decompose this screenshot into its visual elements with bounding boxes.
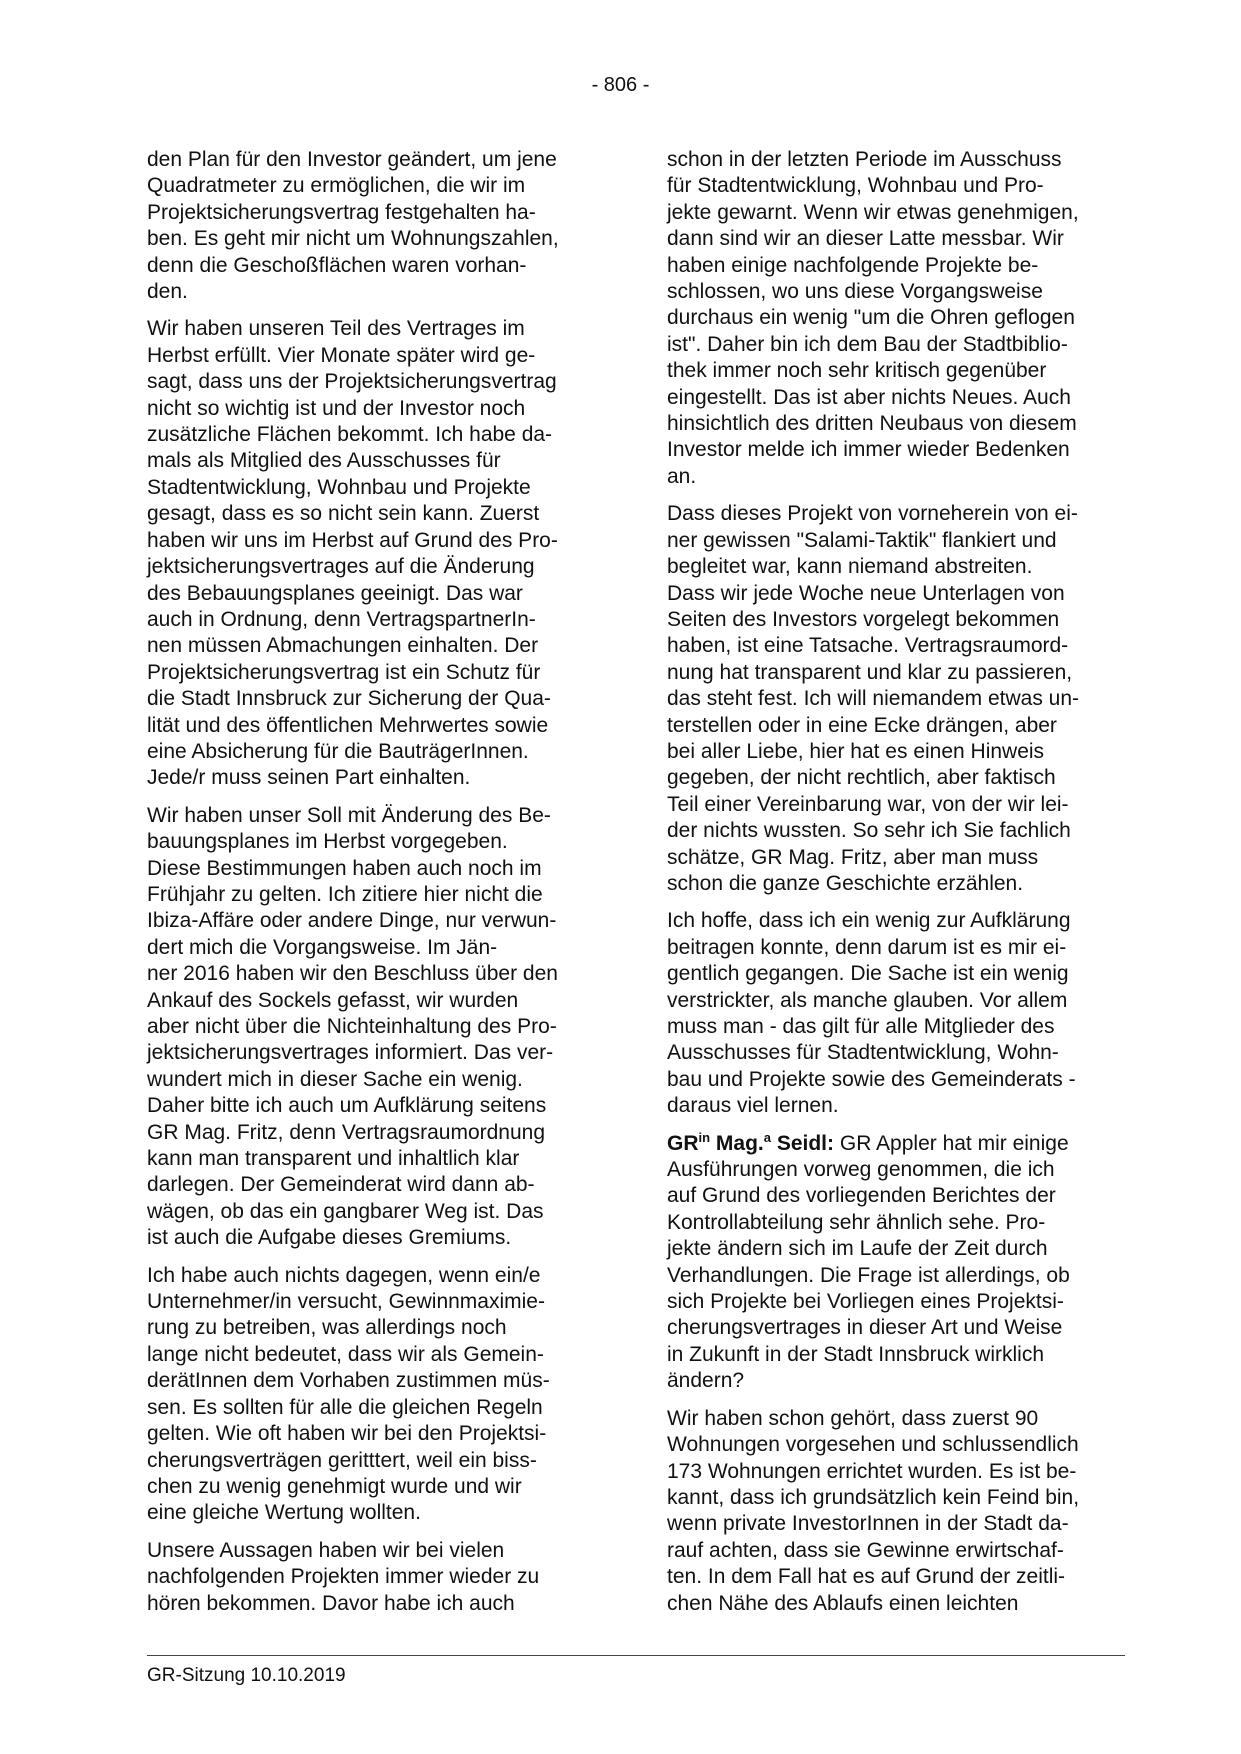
paragraph-line: sen. Es sollten für alle die gleichen Regeln (147, 1395, 543, 1419)
paragraph-line: aber nicht über die Nichteinhaltung des Pro- (147, 1015, 557, 1038)
paragraph-line: zusätzliche Flächen bekommt. Ich habe da- (147, 423, 553, 447)
paragraph-line: Unsere Aussagen haben wir bei vielen (147, 1538, 505, 1562)
paragraph-line: sagt, dass uns der Projektsicherungsvertrag (147, 370, 557, 394)
paragraph-line: bei aller Liebe, hier hat es einen Hinweis (667, 739, 1045, 763)
paragraph-line: jekte ändern sich im Laufe der Zeit durch (667, 1237, 1048, 1261)
paragraph-line: gelten. Wie oft haben wir bei den Projektsi- (147, 1422, 547, 1446)
paragraph-line: chen zu wenig genehmigt wurde und wir (147, 1474, 522, 1498)
paragraph-line: nicht so wichtig ist und der Investor noch (147, 396, 526, 420)
paragraph-line: GR Mag. Fritz, denn Vertragsraumordnung (147, 1120, 546, 1144)
paragraph-line: Quadratmeter zu ermöglichen, die wir im (147, 174, 526, 198)
paragraph-line: Dass dieses Projekt von vorneherein von ei- (667, 502, 1078, 526)
paragraph-line: ändern? (667, 1369, 745, 1393)
paragraph-line: jektsicherungsvertrages auf die Änderung (147, 555, 535, 579)
paragraph-line: Kontrollabteilung sehr ähnlich sehe. Pro- (667, 1210, 1046, 1234)
paragraph-line: Projektsicherungsvertrag festgehalten ha- (147, 200, 536, 224)
paragraph-line: ben. Es geht mir nicht um Wohnungszahlen, (147, 227, 559, 251)
paragraph-line: Herbst erfüllt. Vier Monate später wird ge- (147, 343, 536, 367)
paragraph-line: auch in Ordnung, denn VertragspartnerIn- (147, 607, 536, 631)
paragraph-line: schätze, GR Mag. Fritz, aber man muss (667, 845, 1039, 869)
paragraph-line: schlossen, wo uns diese Vorgangsweise (667, 280, 1043, 304)
paragraph-line: eingestellt. Das ist aber nichts Neues. Auch (667, 385, 1071, 409)
paragraph-line: der nichts wussten. So sehr ich Sie fachlich (667, 819, 1071, 843)
paragraph-line: Ausführungen vorweg genommen, die ich (667, 1158, 1055, 1182)
paragraph-line: ten. In dem Fall hat es auf Grund der zeitli- (667, 1565, 1066, 1589)
paragraph-line: Dass wir jede Woche neue Unterlagen von (667, 581, 1065, 605)
paragraph (147, 1263, 605, 1527)
paragraph-line: in Zukunft in der Stadt Innsbruck wirklich (667, 1342, 1044, 1366)
paragraph-line: Verhandlungen. Die Frage ist allerdings, ob (667, 1263, 1070, 1287)
paragraph-line (667, 1131, 1125, 1157)
speech-first-line: GR Appler hat mir einige (839, 1131, 1069, 1155)
paragraph-line: lität und des öffentlichen Mehrwertes sowie (147, 713, 549, 737)
paragraph-line: Frühjahr zu gelten. Ich zitiere hier nicht die (147, 882, 543, 906)
paragraph-line: bauungsplanes im Herbst vorgegeben. (147, 830, 508, 854)
paragraph-line: Unternehmer/in versucht, Gewinnmaximie- (147, 1290, 545, 1314)
paragraph-line: sich Projekte bei Vorliegen eines Projektsi- (667, 1290, 1064, 1314)
speaker-title: Mag. (715, 1131, 764, 1155)
paragraph-line: gentlich gegangen. Die Sache ist ein wenig (667, 962, 1069, 986)
paragraph-line: Wir haben unser Soll mit Änderung des Be- (147, 803, 551, 827)
paragraph-line: cherungsvertrages in dieser Art und Weise (667, 1316, 1063, 1340)
paragraph-line: denn die Geschoßflächen waren vorhan- (147, 253, 527, 277)
speaker-prefix-sup: in (698, 1129, 711, 1145)
paragraph-line: auf Grund des vorliegenden Berichtes der (667, 1184, 1056, 1208)
paragraph-line: kann man transparent und inhaltlich klar (147, 1147, 520, 1171)
paragraph-line: das steht fest. Ich will niemandem etwas un- (667, 687, 1080, 711)
paragraph-line: dann sind wir an dieser Latte messbar. Wir (667, 227, 1064, 251)
page-number: - 806 - (591, 74, 650, 96)
speaker-title-sup: a (763, 1129, 771, 1145)
paragraph-line: Ausschusses für Stadtentwicklung, Wohn- (667, 1041, 1059, 1065)
paragraph-line: an. (667, 464, 697, 488)
paragraph-line: des Bebauungsplanes geeinigt. Das war (147, 581, 523, 605)
paragraph-line: nachfolgenden Projekten immer wieder zu (147, 1565, 540, 1589)
paragraph-line: Projektsicherungsvertrag ist ein Schutz für (147, 660, 541, 684)
paragraph-line: haben wir uns im Herbst auf Grund des Pro- (147, 528, 558, 552)
paragraph-line: chen Nähe des Ablaufs einen leichten (667, 1591, 1019, 1615)
paragraph-line: nung hat transparent und klar zu passieren, (667, 660, 1073, 684)
paragraph-line: den. (147, 280, 188, 304)
paragraph-line: daraus viel lernen. (667, 1094, 839, 1118)
paragraph-line: durchaus ein wenig "um die Ohren geflogen (667, 306, 1075, 330)
paragraph-line: Ibiza-Affäre oder andere Dinge, nur verwun- (147, 909, 557, 933)
paragraph-line: die Stadt Innsbruck zur Sicherung der Qua- (147, 687, 551, 711)
paragraph (667, 908, 1125, 1119)
paragraph-line: rung zu betreiben, was allerdings noch (147, 1316, 507, 1340)
paragraph (147, 1538, 605, 1617)
paragraph-line: Wir haben schon gehört, dass zuerst 90 (667, 1406, 1039, 1430)
paragraph-line: rauf achten, dass sie Gewinne erwirtschaf- (667, 1538, 1064, 1562)
paragraph-line: mals als Mitglied des Ausschusses für (147, 449, 501, 473)
paragraph (667, 501, 1125, 897)
speaker-surname: Seidl: (776, 1131, 835, 1155)
paragraph-line: jekte gewarnt. Wenn wir etwas genehmigen, (667, 200, 1079, 224)
paragraph-line: haben, ist eine Tatsache. Vertragsraumord- (667, 634, 1069, 658)
paragraph-line: eine gleiche Wertung wollten. (147, 1501, 421, 1525)
paragraph-line: dert mich die Vorgangsweise. Im Jän- (147, 935, 498, 959)
paragraph (667, 1406, 1125, 1617)
paragraph-line: Seiten des Investors vorgelegt bekommen (667, 607, 1060, 631)
paragraph (147, 803, 605, 1252)
paragraph-line: terstellen oder in eine Ecke drängen, aber (667, 713, 1057, 737)
paragraph-line: nen müssen Abmachungen einhalten. Der (147, 634, 539, 658)
paragraph-line: Diese Bestimmungen haben auch noch im (147, 856, 542, 880)
paragraph-line: haben einige nachfolgende Projekte be- (667, 253, 1039, 277)
paragraph-line: verstrickter, als manche glauben. Vor allem (667, 988, 1068, 1012)
paragraph-line: gegeben, der nicht rechtlich, aber faktisch (667, 766, 1056, 790)
paragraph-line: für Stadtentwicklung, Wohnbau und Pro- (667, 174, 1044, 198)
paragraph-line: derätInnen dem Vorhaben zustimmen müs- (147, 1369, 550, 1393)
paragraph-line: Jede/r muss seinen Part einhalten. (147, 766, 471, 790)
paragraph-line: wägen, ob das ein gangbarer Weg ist. Das (147, 1199, 544, 1223)
speaker-prefix: GR (667, 1131, 699, 1155)
paragraph-line: Stadtentwicklung, Wohnbau und Projekte (147, 475, 531, 499)
paragraph-line: ner gewissen "Salami-Taktik" flankiert und (667, 528, 1057, 552)
paragraph-line: ist auch die Aufgabe dieses Gremiums. (147, 1226, 512, 1250)
right-column-paragraphs (667, 147, 1125, 1120)
speaker-paragraph (667, 1131, 1125, 1395)
paragraph-line: Wohnungen vorgesehen und schlussendlich (667, 1433, 1079, 1457)
paragraph-line: bau und Projekte sowie des Gemeinderats - (667, 1067, 1076, 1091)
paragraph-line: darlegen. Der Gemeinderat wird dann ab- (147, 1173, 535, 1197)
paragraph-line: Wir haben unseren Teil des Vertrages im (147, 317, 525, 341)
paragraph-line: Investor melde ich immer wieder Bedenken (667, 438, 1070, 462)
paragraph-line: wundert mich in dieser Sache ein wenig. (147, 1067, 523, 1091)
left-column (147, 147, 605, 1628)
footer-divider (147, 1655, 1125, 1656)
paragraph-line: begleitet war, kann niemand abstreiten. (667, 555, 1033, 579)
paragraph (147, 147, 605, 305)
paragraph-line: Daher bitte ich auch um Aufklärung seitens (147, 1094, 547, 1118)
paragraph-line: schon die ganze Geschichte erzählen. (667, 871, 1024, 895)
paragraph-line: wenn private InvestorInnen in der Stadt da- (667, 1512, 1069, 1536)
paragraph-line: muss man - das gilt für alle Mitglieder des (667, 1015, 1055, 1038)
paragraph-line: hinsichtlich des dritten Neubaus von diesem (667, 412, 1077, 436)
paragraph-line: 173 Wohnungen errichtet wurden. Es ist be- (667, 1459, 1077, 1483)
paragraph-line: hören bekommen. Davor habe ich auch (147, 1591, 515, 1615)
speaker-name (667, 1129, 835, 1155)
speech-rest-paragraphs (667, 1406, 1125, 1617)
paragraph-line: jektsicherungsvertrages informiert. Das ver- (147, 1041, 554, 1065)
right-column (667, 147, 1125, 1628)
paragraph-line: Ich hoffe, dass ich ein wenig zur Aufklärung (667, 909, 1071, 933)
paragraph-line: thek immer noch sehr kritisch gegenüber (667, 359, 1047, 383)
paragraph-line: schon in der letzten Periode im Ausschuss (667, 148, 1062, 171)
footer-session-label: GR-Sitzung 10.10.2019 (147, 1665, 346, 1686)
paragraph-line: ner 2016 haben wir den Beschluss über den (147, 962, 558, 986)
paragraph-line: beitragen konnte, denn darum ist es mir ei- (667, 935, 1067, 959)
paragraph-line: Ich habe auch nichts dagegen, wenn ein/e (147, 1263, 541, 1287)
paragraph-line: Teil einer Vereinbarung war, von der wir lei- (667, 792, 1069, 816)
paragraph-line: gesagt, dass es so nicht sein kann. Zuerst (147, 502, 540, 526)
paragraph-line: ist". Daher bin ich dem Bau der Stadtbiblio- (667, 332, 1068, 356)
paragraph-line: den Plan für den Investor geändert, um jene (147, 148, 557, 171)
paragraph-line: cherungsverträgen geritttert, weil ein biss- (147, 1448, 537, 1472)
paragraph-line: kannt, dass ich grundsätzlich kein Feind bin, (667, 1485, 1080, 1509)
paragraph-line: eine Absicherung für die BauträgerInnen. (147, 739, 529, 763)
paragraph (147, 316, 605, 791)
paragraph-line: Ankauf des Sockels gefasst, wir wurden (147, 988, 519, 1012)
paragraph (667, 147, 1125, 490)
paragraph-line: lange nicht bedeutet, dass wir als Gemein- (147, 1342, 544, 1366)
